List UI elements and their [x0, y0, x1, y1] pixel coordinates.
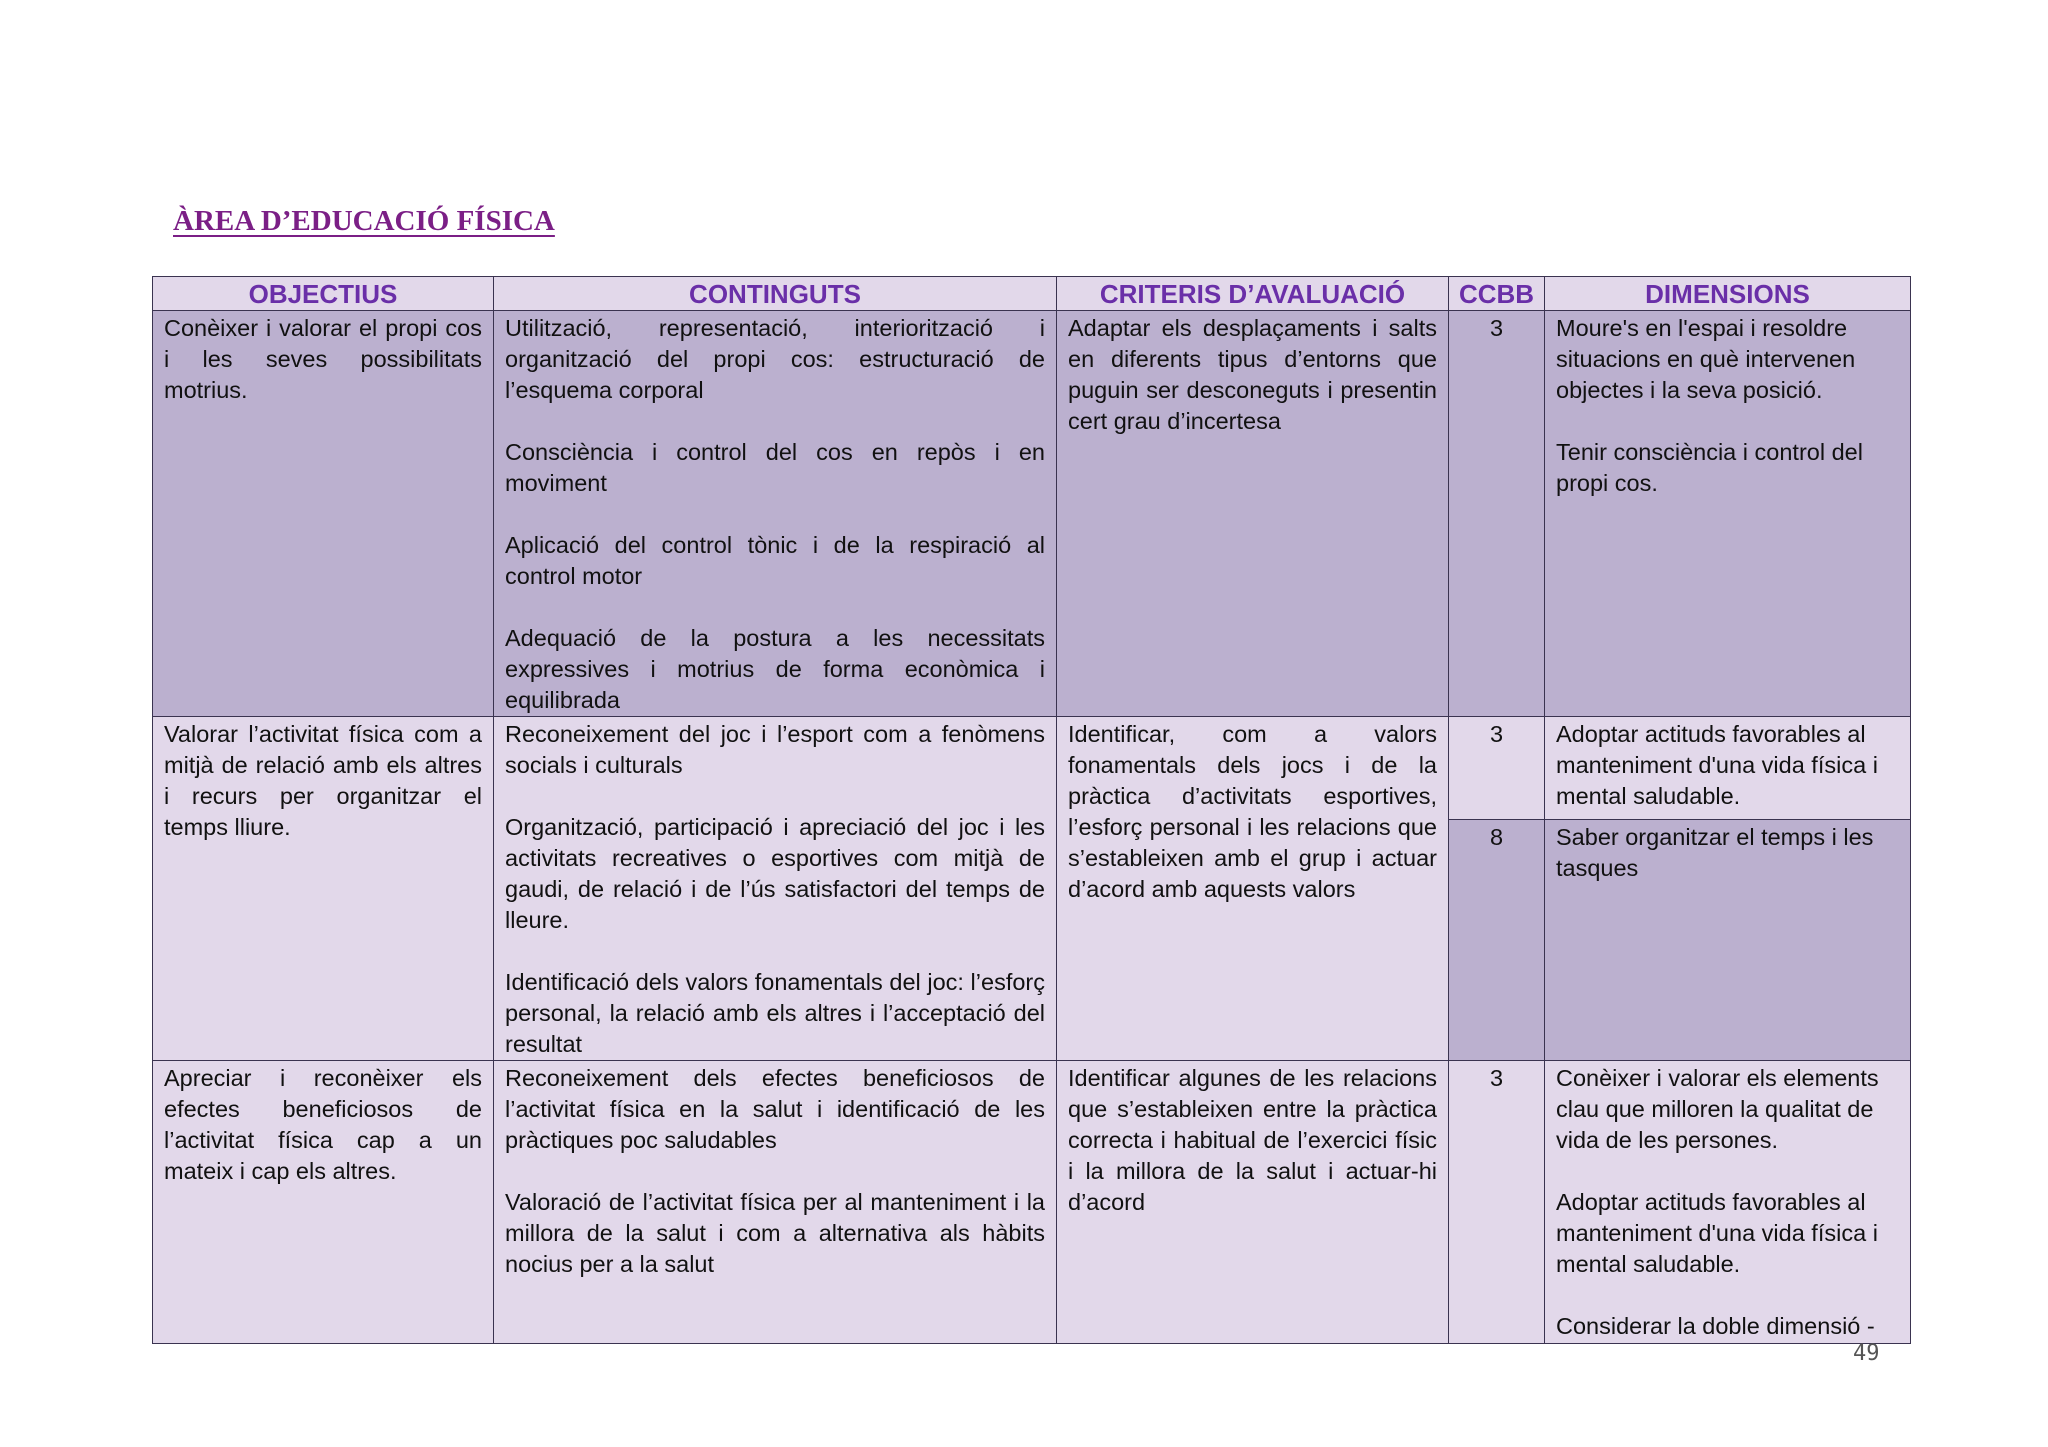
contingut-item: Valoració de l’activitat física per al manteniment i la millora de la salut i com a alternativa als hàbits nocius per a la salut — [505, 1189, 1045, 1277]
dimension-item: Considerar la doble dimensió - — [1556, 1313, 1875, 1339]
dimensions-cell — [1545, 1061, 1911, 1344]
continguts-cell — [494, 1061, 1057, 1344]
contingut-item: Consciència i control del cos en repòs i en moviment — [505, 439, 1045, 496]
header-dimensions: DIMENSIONS — [1545, 277, 1911, 311]
objectiu-cell: Conèixer i valorar el propi cos i les seves possibilitats motrius. — [153, 311, 494, 717]
dimensions-cell — [1545, 311, 1911, 717]
table-header-row — [153, 277, 1911, 311]
dimension-item: Adoptar actituds favorables al manteniment d'una vida física i mental saludable. — [1556, 1189, 1878, 1277]
criteri-cell: Identificar, com a valors fonamentals dels jocs i de la pràctica d’activitats esportives, l’esforç personal i les relacions que s’estableixen amb el grup i actuar d’acord amb aquests valors — [1057, 717, 1449, 1061]
table-row — [153, 311, 1911, 717]
header-ccbb: CCBB — [1449, 277, 1545, 311]
header-continguts: CONTINGUTS — [494, 277, 1057, 311]
continguts-cell — [494, 717, 1057, 1061]
dimensions-cell: Adoptar actituds favorables al manteniment d'una vida física i mental saludable. — [1545, 717, 1911, 820]
ccbb-cell: 3 — [1449, 311, 1545, 717]
dimensions-cell: Saber organitzar el temps i les tasques — [1545, 819, 1911, 1060]
criteri-cell: Identificar algunes de les relacions que s’estableixen entre la pràctica correcta i habitual de l’exercici físic i la millora de la salut i actuar-hi d’acord — [1057, 1061, 1449, 1344]
criteri-cell: Adaptar els desplaçaments i salts en diferents tipus d’entorns que puguin ser desconeguts i presentin cert grau d’incertesa — [1057, 311, 1449, 717]
objectiu-cell: Valorar l’activitat física com a mitjà de relació amb els altres i recurs per organitzar el temps lliure. — [153, 717, 494, 1061]
ccbb-cell: 8 — [1449, 819, 1545, 1060]
objectiu-cell: Apreciar i reconèixer els efectes beneficiosos de l’activitat física cap a un mateix i cap els altres. — [153, 1061, 494, 1344]
contingut-item: Reconeixement dels efectes beneficiosos de l’activitat física en la salut i identificació de les pràctiques poc saludables — [505, 1065, 1045, 1153]
contingut-item: Identificació dels valors fonamentals del joc: l’esforç personal, la relació amb els altres i l’acceptació del resultat — [505, 969, 1045, 1057]
header-criteris: CRITERIS D’AVALUACIÓ — [1057, 277, 1449, 311]
page-title: ÀREA D’EDUCACIÓ FÍSICA — [173, 205, 555, 237]
table-row — [153, 1061, 1911, 1344]
contingut-item: Organització, participació i apreciació del joc i les activitats recreatives o esportives com mitjà de gaudi, de relació i de l’ús satisfactori del temps de lleure. — [505, 814, 1045, 933]
dimension-item: Moure's en l'espai i resoldre situacions en què intervenen objectes i la seva posició. — [1556, 315, 1856, 403]
dimension-item: Tenir consciència i control del propi cos. — [1556, 439, 1863, 496]
contingut-item: Adequació de la postura a les necessitats expressives i motrius de forma econòmica i equilibrada — [505, 625, 1045, 713]
contingut-item: Utilització, representació, interiorització i organització del propi cos: estructuració de l’esquema corporal — [505, 315, 1045, 403]
ccbb-cell: 3 — [1449, 1061, 1545, 1344]
curriculum-table — [152, 276, 1911, 1344]
page-number: 49 — [1853, 1341, 1880, 1366]
header-objectius: OBJECTIUS — [153, 277, 494, 311]
table-row — [153, 717, 1911, 820]
dimension-item: Conèixer i valorar els elements clau que milloren la qualitat de vida de les persones. — [1556, 1065, 1879, 1153]
contingut-item: Reconeixement del joc i l’esport com a fenòmens socials i culturals — [505, 721, 1045, 778]
ccbb-cell: 3 — [1449, 717, 1545, 820]
continguts-cell — [494, 311, 1057, 717]
contingut-item: Aplicació del control tònic i de la respiració al control motor — [505, 532, 1045, 589]
